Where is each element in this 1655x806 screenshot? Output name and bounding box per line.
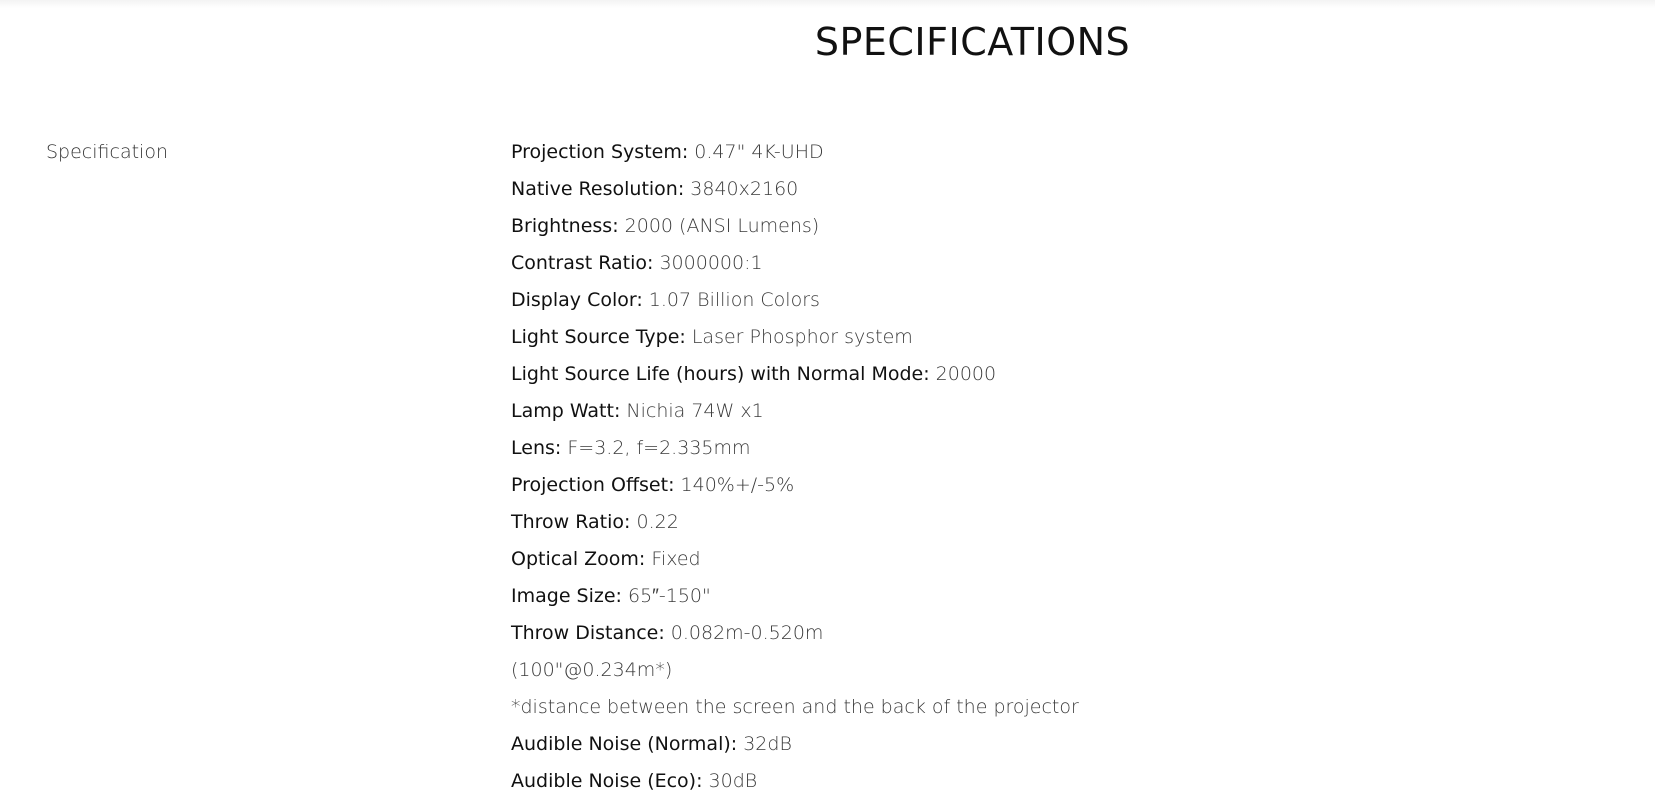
section-label: Specification: [46, 141, 168, 163]
spec-key: Image Size:: [511, 585, 622, 607]
spec-row-throw-distance: [511, 621, 1079, 658]
spec-value: 1.07 Billion Colors: [648, 289, 820, 311]
spec-value: (100"@0.234m*): [511, 659, 673, 681]
spec-key: Display Color:: [511, 289, 643, 311]
spec-key: Projection Offset:: [511, 474, 675, 496]
spec-key: Lamp Watt:: [511, 400, 621, 422]
spec-row-throw-ratio: [511, 510, 1079, 547]
spec-key: Audible Noise (Eco):: [511, 770, 703, 792]
spec-value: 20000: [935, 363, 997, 385]
spec-value: 65″-150": [628, 585, 711, 607]
spec-value: 2000 (ANSI Lumens): [624, 215, 820, 237]
spec-key: Light Source Life (hours) with Normal Mode:: [511, 363, 930, 385]
spec-value: Nichia 74W x1: [626, 400, 764, 422]
spec-row-image-size: [511, 584, 1079, 621]
spec-value: 30dB: [708, 770, 758, 792]
spec-value: 0.22: [636, 511, 679, 533]
spec-value: *distance between the screen and the back of the projector: [511, 696, 1079, 718]
spec-key: Throw Ratio:: [511, 511, 631, 533]
spec-row-native-resolution: [511, 177, 1079, 214]
spec-row-optical-zoom: [511, 547, 1079, 584]
spec-key: Native Resolution:: [511, 178, 685, 200]
spec-key: Lens:: [511, 437, 562, 459]
spec-row-audible-noise-normal: [511, 732, 1079, 769]
spec-value: Laser Phosphor system: [691, 326, 913, 348]
spec-row-throw-distance-note: [511, 695, 1079, 732]
spec-value: Fixed: [651, 548, 701, 570]
spec-value: 32dB: [743, 733, 792, 755]
spec-value: 140%+/-5%: [680, 474, 795, 496]
spec-key: Contrast Ratio:: [511, 252, 654, 274]
spec-row-contrast-ratio: [511, 251, 1079, 288]
spec-row-light-source-life: [511, 362, 1079, 399]
spec-row-audible-noise-eco: [511, 769, 1079, 806]
spec-row-brightness: [511, 214, 1079, 251]
spec-value: F=3.2, f=2.335mm: [567, 437, 751, 459]
spec-row-lens: [511, 436, 1079, 473]
spec-row-display-color: [511, 288, 1079, 325]
page-title: SPECIFICATIONS: [814, 20, 1131, 64]
spec-value: 3840x2160: [690, 178, 799, 200]
spec-row-throw-distance-example: [511, 658, 1079, 695]
spec-value: 3000000:1: [659, 252, 763, 274]
spec-row-light-source-type: [511, 325, 1079, 362]
spec-key: Audible Noise (Normal):: [511, 733, 738, 755]
spec-key: Throw Distance:: [511, 622, 665, 644]
spec-row-projection-system: [511, 140, 1079, 177]
spec-value: 0.082m-0.520m: [670, 622, 824, 644]
spec-row-lamp-watt: [511, 399, 1079, 436]
spec-key: Light Source Type:: [511, 326, 686, 348]
spec-value: 0.47" 4K-UHD: [694, 141, 824, 163]
spec-list: [511, 140, 1079, 806]
header-shadow: [0, 0, 1655, 8]
spec-key: Projection System:: [511, 141, 689, 163]
spec-row-projection-offset: [511, 473, 1079, 510]
spec-key: Optical Zoom:: [511, 548, 646, 570]
spec-key: Brightness:: [511, 215, 619, 237]
